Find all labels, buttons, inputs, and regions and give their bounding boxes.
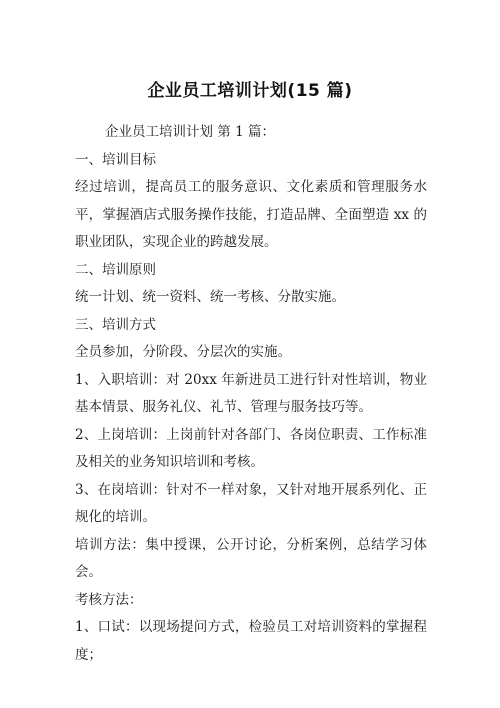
paragraph: 1、口试：以现场提问方式，检验员工对培训资料的掌握程度； — [75, 619, 427, 663]
paragraph: 3、在岗培训：针对不一样对象，又针对地开展系列化、正规化的培训。 — [75, 481, 427, 525]
paragraph: 培训方法：集中授课，公开讨论，分析案例，总结学习体会。 — [75, 536, 427, 580]
paragraph: 统一计划、统一资料、统一考核、分散实施。 — [75, 289, 345, 305]
paragraph: 经过培训，提高员工的服务意识、文化素质和管理服务水平，掌握酒店式服务操作技能，打造品牌、全面塑造 xx 的职业团队，实现企业的跨越发展。 — [75, 179, 427, 250]
paragraph: 考核方法： — [75, 591, 143, 608]
section-heading: 企业员工培训计划 第 1 篇： — [105, 124, 275, 140]
paragraph: 1、入职培训：对 20xx 年新进员工进行针对性培训，物业基本情景、服务礼仪、礼节、管理与服务技巧等。 — [75, 371, 427, 415]
paragraph: 一、培训目标 — [75, 151, 156, 168]
paragraph: 全员参加，分阶段、分层次的实施。 — [75, 344, 291, 360]
paragraph: 2、上岗培训：上岗前针对各部门、各岗位职责、工作标准及相关的业务知识培训和考核。 — [75, 426, 427, 470]
paragraph: 三、培训方式 — [75, 316, 156, 333]
document-title: 企业员工培训计划(15 篇) — [147, 81, 353, 101]
document-body — [75, 119, 427, 669]
paragraph: 二、培训原则 — [75, 261, 156, 278]
